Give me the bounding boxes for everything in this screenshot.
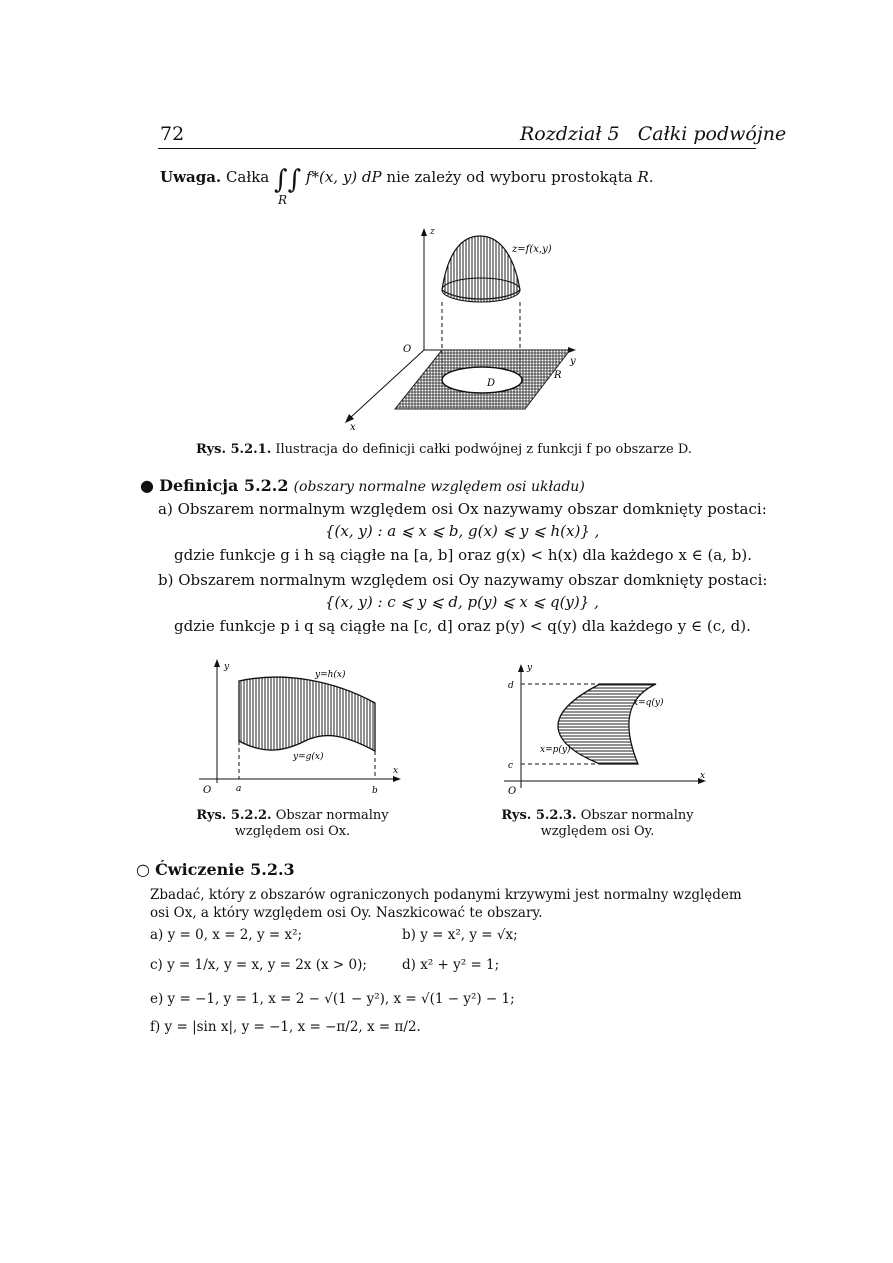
axis-x-label: x <box>350 422 356 433</box>
origin-label: O <box>203 785 212 796</box>
axis-y-arrow <box>568 347 576 353</box>
figure-3-caption-line2: względem osi Oy. <box>540 824 655 839</box>
origin-label: O <box>508 786 517 797</box>
axis-y-arrow <box>214 659 220 667</box>
remark <box>160 165 654 195</box>
exercise-heading <box>136 860 295 879</box>
definition-b-text: b) Obszarem normalnym względem osi Oy nazywamy obszar domknięty postaci: <box>158 571 768 589</box>
figure-3 <box>500 660 720 800</box>
figure-1-caption-text: Ilustracja do definicji całki podwójnej z funkcji f po obszarze D. <box>275 442 692 457</box>
region-d <box>442 367 522 393</box>
figure-2-caption-label: Rys. 5.2.2. <box>196 808 272 823</box>
remark-label: Uwaga. <box>160 168 222 186</box>
axis-x-arrow <box>393 776 401 782</box>
tick-a-label: a <box>236 784 242 794</box>
exercise-item-b: b) y = x², y = √x; <box>402 927 518 943</box>
bullet-icon: ● <box>140 476 154 495</box>
tick-d-label: d <box>508 681 514 691</box>
exercise-item-e: e) y = −1, y = 1, x = 2 − √(1 − y²), x = √(1 − y²) − 1; <box>150 991 515 1007</box>
figure-1 <box>330 220 630 435</box>
axis-z-arrow <box>421 228 427 236</box>
page-number: 72 <box>160 123 185 145</box>
right-curve-label: x=q(y) <box>633 698 664 708</box>
exercise-title: Ćwiczenie 5.2.3 <box>155 860 295 879</box>
axis-y-label: y <box>527 663 533 673</box>
definition-a-text: a) Obszarem normalnym względem osi Ox nazywamy obszar domknięty postaci: <box>158 500 767 518</box>
exercise-line-1: Zbadać, który z obszarów ograniczonych podanymi krzywymi jest normalny względem <box>150 887 742 903</box>
circle-icon: ○ <box>136 860 150 879</box>
axis-x-label: x <box>393 766 399 776</box>
figure-3-caption-label: Rys. 5.2.3. <box>501 808 577 823</box>
figure-2-caption-line2: względem osi Ox. <box>234 824 351 839</box>
figure-1-caption-label: Rys. 5.2.1. <box>196 442 272 457</box>
integral-subscript: R <box>278 193 288 207</box>
region-ox <box>239 677 375 751</box>
definition-b-condition: gdzie funkcje p i q są ciągłe na [c, d] oraz p(y) < q(y) dla każdego y ∈ (c, d). <box>174 617 751 635</box>
region-oy <box>558 684 656 764</box>
axis-y-arrow <box>518 664 524 672</box>
definition-heading <box>140 476 585 495</box>
exercise-item-a: a) y = 0, x = 2, y = x²; <box>150 927 303 943</box>
exercise-line-2: osi Ox, a który względem osi Oy. Naszkicować te obszary. <box>150 905 543 921</box>
upper-curve-label: y=h(x) <box>315 670 346 680</box>
definition-b-formula: {(x, y) : c ⩽ y ⩽ d, p(y) ⩽ x ⩽ q(y)} , <box>325 593 599 611</box>
tick-c-label: c <box>508 761 514 771</box>
surface-base <box>442 278 520 302</box>
integrand: f*(x, y) dP <box>305 168 382 186</box>
exercise-item-d: d) x² + y² = 1; <box>402 957 500 973</box>
remark-text-before: Całka <box>225 168 270 186</box>
tick-b-label: b <box>372 786 378 796</box>
left-curve-label: x=p(y) <box>540 745 571 755</box>
axis-y-label: y <box>570 356 576 367</box>
header-rule <box>158 148 756 149</box>
exercise-item-f: f) y = |sin x|, y = −1, x = −π/2, x = π/2. <box>150 1019 421 1035</box>
chapter-title: Rozdział 5 Całki podwójne <box>520 123 787 145</box>
rect-symbol: R. <box>637 168 654 186</box>
definition-title: Definicja 5.2.2 <box>159 476 289 495</box>
axis-z-label: z <box>430 227 435 237</box>
surface-label: z=f(x,y) <box>512 244 552 255</box>
figure-3-caption-text: Obszar normalny <box>580 808 694 823</box>
definition-a-formula: {(x, y) : a ⩽ x ⩽ b, g(x) ⩽ y ⩽ h(x)} , <box>325 522 600 540</box>
definition-subtitle: (obszary normalne względem osi układu) <box>293 479 585 495</box>
lower-curve-label: y=g(x) <box>293 752 324 762</box>
remark-text-after: nie zależy od wyboru prostokąta <box>386 168 633 186</box>
origin-label: O <box>403 344 412 355</box>
double-integral-sign: ∫∫ <box>274 165 302 195</box>
figure-2-caption-text: Obszar normalny <box>275 808 389 823</box>
figure-3-caption <box>490 808 705 840</box>
axis-y-label: y <box>224 662 230 672</box>
exercise-item-c: c) y = 1/x, y = x, y = 2x (x > 0); <box>150 957 367 973</box>
figure-2-caption <box>185 808 400 840</box>
definition-a-condition: gdzie funkcje g i h są ciągłe na [a, b] oraz g(x) < h(x) dla każdego x ∈ (a, b). <box>174 546 753 564</box>
figure-2 <box>195 655 415 800</box>
figure-1-caption <box>196 442 692 457</box>
axis-x-label: x <box>700 771 706 781</box>
rect-label: R <box>554 370 562 381</box>
region-label: D <box>487 378 496 389</box>
